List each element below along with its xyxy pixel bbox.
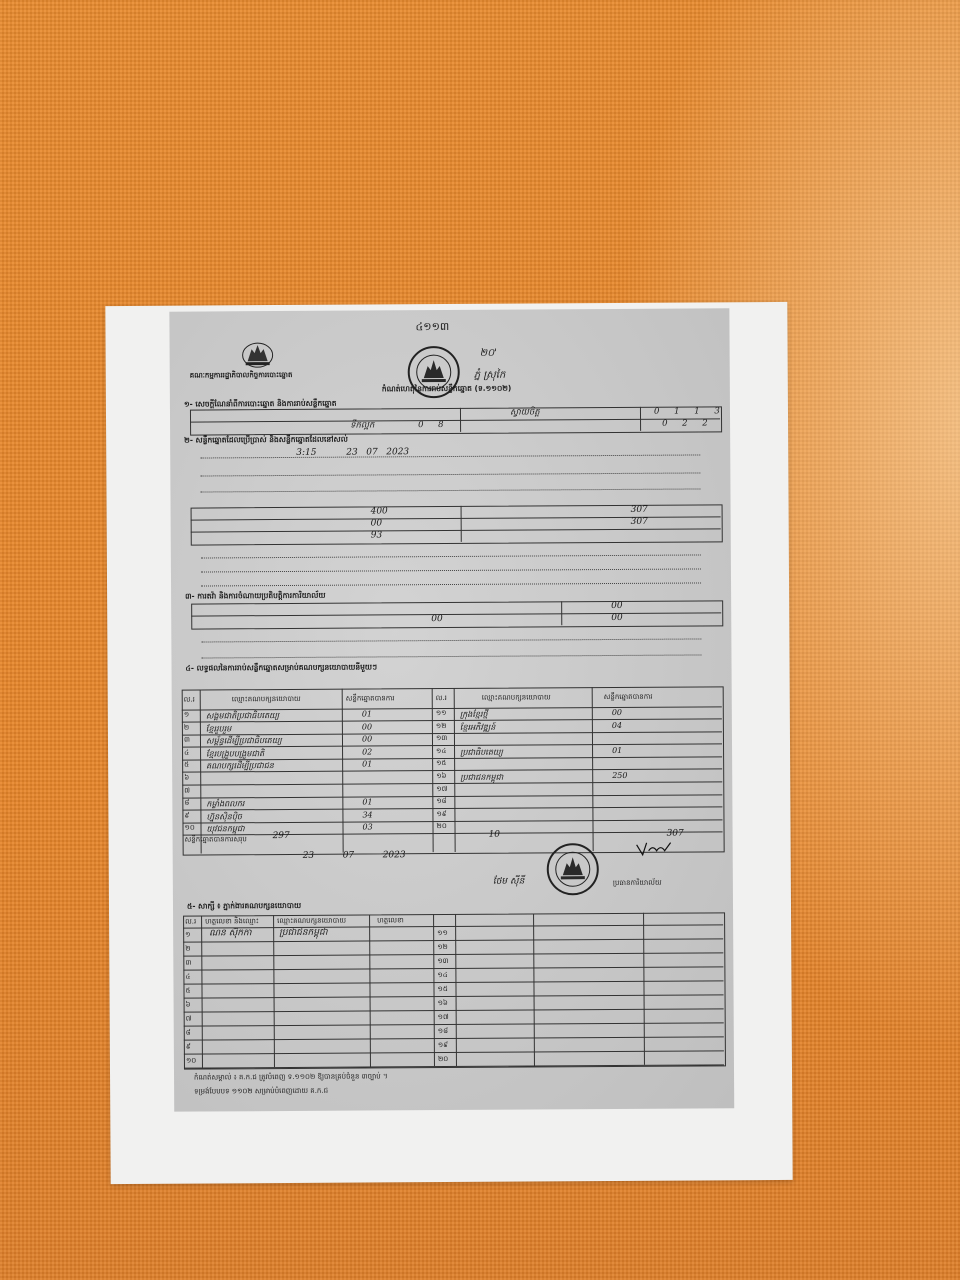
col-no-right: ល.រ <box>435 694 447 703</box>
result-left-no: ១០ <box>184 823 195 833</box>
commune-code: 0 1 1 3 <box>653 406 726 417</box>
result-left-no: ៩ <box>184 811 190 820</box>
result-left-party: កម្លាំងពលករ <box>206 799 245 809</box>
witness-right-no: ១៤ <box>437 971 448 980</box>
result-left-party: សម្ព័ន្ធដើម្បីប្រជាធិបតេយ្យ <box>205 736 282 746</box>
witness-right-no: ១៩ <box>437 1041 449 1050</box>
total-invalid: 10 <box>488 829 501 840</box>
witness-left-no: ៧ <box>185 1014 192 1023</box>
result-right-party: ខ្មែរអភិវឌ្ឍន៍ <box>459 722 496 732</box>
witness-right-no: ២០ <box>437 1055 449 1064</box>
witness-left-no: ៣ <box>185 958 192 967</box>
complaints-count-2: 00 <box>431 614 443 625</box>
result-left-votes: 01 <box>362 797 373 807</box>
result-left-party: គណបក្សដើម្បីប្រជាជន <box>206 761 274 771</box>
result-left-votes: 01 <box>362 759 373 769</box>
official-stamp-middle <box>545 841 601 897</box>
witness-col-no: ល.រ <box>185 917 197 926</box>
stamp-side-number: ២០' <box>479 347 498 359</box>
district-name: ទឹកល្អក <box>350 420 375 431</box>
result-right-no: ១៦ <box>436 772 447 781</box>
result-right-votes: 01 <box>612 745 623 755</box>
result-right-no: ១៩ <box>436 809 447 818</box>
section-4-heading: ៤- លទ្ធផលនៃការរាប់សន្លឹកឆ្នោតសម្រាប់គណបក្សនយោបាយនីមួយៗ <box>185 662 378 673</box>
result-left-party: យុវជនកម្ពុជា <box>206 824 245 834</box>
sign-date-month: 07 <box>342 850 355 861</box>
witness-left-no: ៥ <box>185 986 191 995</box>
witness-row1-name: ណន ស៊ុកកា <box>209 928 252 939</box>
witness-right-no: ១១ <box>437 929 448 938</box>
witness-col-sign: ហត្ថលេខា <box>377 916 404 925</box>
result-right-party: ក្រុងខ្មែរថ្មី <box>459 709 488 719</box>
complaints-count-3: 00 <box>611 612 623 624</box>
count-date-day: 23 <box>346 447 358 458</box>
result-right-no: ២០ <box>436 822 447 831</box>
witness-right-no: ១៨ <box>437 1027 449 1036</box>
polling-code: 0 8 <box>418 419 450 431</box>
witness-left-no: ៩ <box>185 1042 191 1051</box>
col-party-right: ឈ្មោះគណបក្សនយោបាយ <box>481 693 551 702</box>
result-left-votes: 00 <box>361 722 373 732</box>
witness-left-no: ១ <box>185 930 191 939</box>
count-date-month: 07 <box>366 447 378 458</box>
count-e: 307 <box>630 516 648 527</box>
result-left-votes: 01 <box>361 709 373 719</box>
witness-right-no: ១៧ <box>437 1013 449 1022</box>
witness-left-no: ១០ <box>185 1056 197 1065</box>
result-left-votes: 03 <box>362 822 373 832</box>
result-left-party: ខ្មែរបង្រួបបង្រួមជាតិ <box>206 748 265 759</box>
witness-left-no: ៤ <box>185 972 191 981</box>
witness-right-no: ១៦ <box>437 999 448 1008</box>
total-valid-label: សន្លឹកឆ្នោតបានការសរុប <box>184 835 247 844</box>
witness-left-no: ៦ <box>185 1000 191 1009</box>
result-left-no: ៣ <box>183 735 190 744</box>
result-right-votes: 04 <box>611 720 623 730</box>
handwritten-signature <box>635 839 673 857</box>
count-d: 307 <box>630 504 648 515</box>
form-photocopy <box>169 308 734 1111</box>
result-right-no: ១៣ <box>435 734 448 743</box>
form-title: កំណត់ហេតុនៃការរាប់សន្លឹកឆ្នោត (ទ.១១០២) <box>381 383 512 394</box>
sign-date-year: 2023 <box>382 850 406 861</box>
col-votes-right: សន្លឹកឆ្នោតបានការ <box>603 692 653 702</box>
result-left-party: ខ្មែររួបរួម <box>205 723 232 734</box>
result-left-no: ៨ <box>184 798 190 807</box>
sign-role: ប្រធានការិយាល័យ <box>612 878 662 888</box>
result-left-no: ៦ <box>184 773 190 782</box>
witness-col-party: ឈ្មោះគណបក្សនយោបាយ <box>277 916 347 926</box>
result-left-no: ២ <box>183 723 190 732</box>
col-no-left: ល.រ <box>183 695 195 704</box>
result-right-party: ប្រជាធិបតេយ្យ <box>460 747 503 757</box>
note-line: កំណត់សម្គាល់ ៖ គ.ក.ជ ត្រូវបំពេញ ទ.១១០២ ឱ្យបានគ្រប់ចំនួន ៣ច្បាប់ ។ <box>194 1072 388 1082</box>
col-votes-left: សន្លឹកឆ្នោតបានការ <box>345 694 395 703</box>
result-left-no: ៧ <box>184 786 191 795</box>
station-code: 0 2 2 <box>662 418 714 429</box>
section-3-heading: ៣- ការតវ៉ា និងការចំណាយប្រតិបត្តិការការិយាល័យ <box>185 590 326 601</box>
total-valid: 297 <box>272 830 290 842</box>
result-right-no: ១៧ <box>436 784 448 793</box>
witness-row1-party: ប្រជាជនកម្ពុជា <box>279 927 328 939</box>
handwritten-top-note: ភ្នំ ស្រុកៃ <box>473 369 506 381</box>
photocopied-form-sheet <box>105 302 792 1184</box>
result-right-no: ១៤ <box>436 746 447 755</box>
witness-right-no: ១៣ <box>437 957 449 966</box>
angkor-emblem-icon <box>240 339 276 369</box>
page-number: ៤១១៣ <box>415 319 450 334</box>
result-left-votes: 00 <box>361 734 373 744</box>
header-institution: គណៈកម្មការរដ្ឋាភិបាលកិច្ចការបោះឆ្នោត <box>189 370 293 380</box>
count-b: 00 <box>370 518 383 529</box>
witness-left-no: ២ <box>185 944 191 953</box>
count-c: 93 <box>370 530 383 541</box>
result-left-no: ៥ <box>184 760 190 770</box>
sign-name: ថែម ស៊ីនី <box>492 876 525 887</box>
count-time: 3:15 <box>296 447 317 458</box>
result-right-no: ១១ <box>435 709 447 718</box>
form-footer: ទម្រង់បែបបទ ១១០២ សម្រាប់បំពេញដោយ គ.ក.ជ <box>194 1086 329 1096</box>
result-left-no: ៤ <box>184 748 190 757</box>
result-left-votes: 02 <box>362 747 373 757</box>
section-5-heading: ៥- សាក្សី ៖ ភ្នាក់ងារគណបក្សនយោបាយ <box>186 900 302 911</box>
sign-date-day: 23 <box>302 850 315 861</box>
section-1-heading: ១- សេចក្តីណែនាំពីការបោះឆ្នោត និងការរាប់សន្លឹកឆ្នោត <box>183 398 337 409</box>
result-right-party: ប្រជាជនកម្ពុជា <box>460 772 504 782</box>
complaints-count-1: 00 <box>611 600 623 612</box>
result-left-party: ហ្វ៊ុនស៊ិនប៉ិច <box>206 812 243 822</box>
result-right-votes: 250 <box>612 770 628 781</box>
count-date-year: 2023 <box>386 447 410 458</box>
result-right-no: ១៨ <box>436 797 447 806</box>
section-2-heading: ២- សន្លឹកឆ្នោតដែលប្រើប្រាស់ និងសន្លឹកឆ្នោតដែលនៅសល់ <box>184 434 348 445</box>
commune-name: ស្វាយចិត្ត <box>509 407 540 418</box>
result-right-no: ១៥ <box>436 759 447 768</box>
result-left-no: ១ <box>183 710 190 719</box>
witness-right-no: ១៥ <box>437 985 448 994</box>
result-right-no: ១២ <box>435 721 447 730</box>
witness-right-no: ១២ <box>437 943 448 952</box>
result-left-party: សង្គមជាតិប្រជាធិបតេយ្យ <box>205 711 280 721</box>
witness-left-no: ៨ <box>185 1028 191 1037</box>
count-a: 400 <box>370 506 388 517</box>
witness-col-name: ហត្ថលេខា និងឈ្មោះ <box>205 917 259 926</box>
col-party-left: ឈ្មោះគណបក្សនយោបាយ <box>231 694 301 704</box>
result-right-votes: 00 <box>611 707 623 718</box>
total-all: 307 <box>666 828 684 839</box>
result-left-votes: 34 <box>362 810 373 820</box>
